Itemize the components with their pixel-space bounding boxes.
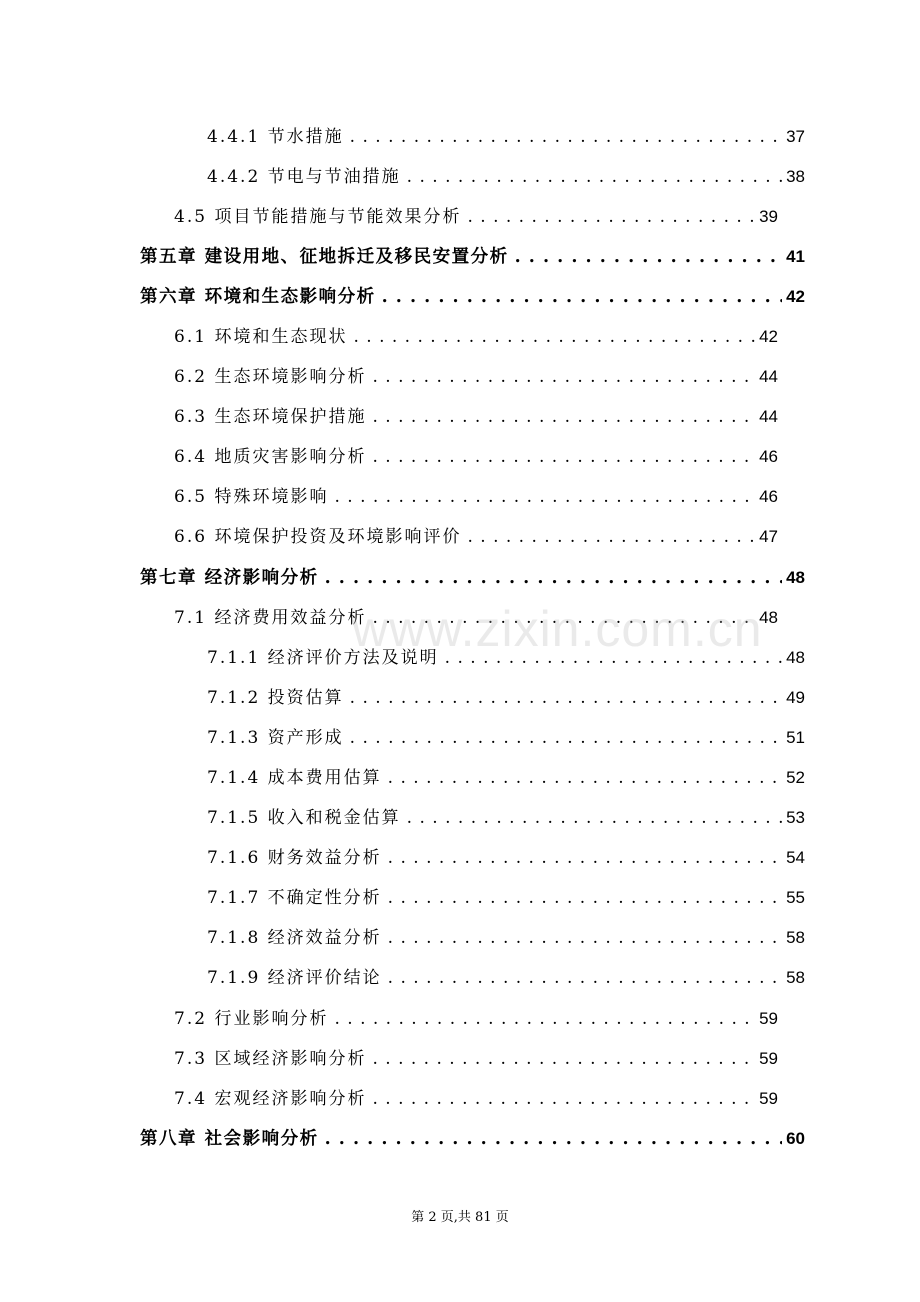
toc-entry-7-1-7[interactable]	[207, 883, 805, 913]
toc-entry-4-4-1[interactable]	[207, 122, 805, 152]
toc-entry-7-1-2[interactable]	[207, 683, 805, 713]
toc-entry-label: 7.1.2 投资估算	[207, 688, 344, 708]
toc-entry-page: 48	[786, 648, 805, 667]
toc-entry-page: 60	[786, 1129, 805, 1148]
toc-dot-leader	[388, 923, 782, 953]
toc-dot-leader	[407, 162, 782, 192]
toc-entry-label: 6.5 特殊环境影响	[174, 487, 329, 507]
toc-entry-6-1[interactable]	[174, 322, 778, 352]
toc-dot-leader	[350, 723, 782, 753]
watermark: www.zixin.com.cn	[352, 601, 763, 657]
toc-chapter-6[interactable]	[140, 282, 805, 312]
toc-dot-leader	[388, 843, 782, 873]
toc-dot-leader	[334, 1004, 755, 1034]
toc-entry-label: 6.4 地质灾害影响分析	[174, 447, 367, 467]
toc-entry-7-1-8[interactable]	[207, 923, 805, 953]
toc-entry-7-1-3[interactable]	[207, 723, 805, 753]
toc-dot-leader	[382, 282, 782, 312]
toc-entry-page: 44	[759, 367, 778, 386]
toc-entry-label: 7.1.4 成本费用估算	[207, 768, 382, 788]
toc-entry-page: 48	[786, 568, 805, 587]
toc-dot-leader	[372, 362, 755, 392]
toc-entry-4-4-2[interactable]	[207, 162, 805, 192]
toc-entry-label: 4.4.1 节水措施	[207, 127, 344, 147]
toc-entry-page: 53	[786, 808, 805, 827]
toc-dot-leader	[325, 563, 782, 593]
toc-dot-leader	[372, 1044, 755, 1074]
toc-entry-6-6[interactable]	[174, 522, 778, 552]
toc-entry-page: 59	[759, 1009, 778, 1028]
toc-entry-6-2[interactable]	[174, 362, 778, 392]
toc-entry-page: 42	[786, 287, 805, 306]
toc-entry-7-1-6[interactable]	[207, 843, 805, 873]
toc-dot-leader	[334, 482, 755, 512]
toc-entry-label: 第六章 环境和生态影响分析	[140, 287, 376, 307]
toc-entry-page: 48	[759, 608, 778, 627]
toc-entry-label: 7.1.6 财务效益分析	[207, 848, 382, 868]
toc-entry-7-3[interactable]	[174, 1044, 778, 1074]
toc-dot-leader	[445, 643, 782, 673]
toc-entry-page: 47	[759, 527, 778, 546]
toc-entry-label: 6.2 生态环境影响分析	[174, 367, 367, 387]
toc-entry-6-4[interactable]	[174, 442, 778, 472]
toc-entry-label: 7.1 经济费用效益分析	[174, 608, 367, 628]
toc-entry-label: 7.1.8 经济效益分析	[207, 928, 382, 948]
toc-dot-leader	[325, 1124, 782, 1154]
toc-entry-page: 54	[786, 848, 805, 867]
toc-entry-page: 39	[759, 207, 778, 226]
toc-dot-leader	[353, 322, 755, 352]
toc-entry-label: 6.6 环境保护投资及环境影响评价	[174, 527, 462, 547]
toc-entry-label: 7.1.3 资产形成	[207, 728, 344, 748]
toc-entry-label: 第五章 建设用地、征地拆迁及移民安置分析	[140, 247, 509, 267]
toc-entry-page: 46	[759, 487, 778, 506]
toc-entry-page: 51	[786, 728, 805, 747]
toc-entry-label: 7.1.1 经济评价方法及说明	[207, 648, 439, 668]
toc-entry-label: 第七章 经济影响分析	[140, 568, 319, 588]
toc-entry-7-4[interactable]	[174, 1084, 778, 1114]
toc-chapter-5[interactable]	[140, 242, 805, 272]
toc-entry-label: 7.1.7 不确定性分析	[207, 888, 382, 908]
toc-entry-7-2[interactable]	[174, 1004, 778, 1034]
toc-entry-page: 49	[786, 688, 805, 707]
toc-dot-leader	[372, 402, 755, 432]
toc-dot-leader	[350, 122, 782, 152]
toc-entry-label: 7.1.5 收入和税金估算	[207, 808, 401, 828]
toc-dot-leader	[372, 442, 755, 472]
toc-entry-label: 7.1.9 经济评价结论	[207, 968, 382, 988]
toc-chapter-7[interactable]	[140, 563, 805, 593]
toc-entry-page: 46	[759, 447, 778, 466]
toc-entry-label: 7.2 行业影响分析	[174, 1009, 329, 1029]
toc-entry-label: 7.4 宏观经济影响分析	[174, 1089, 367, 1109]
toc-entry-page: 38	[786, 167, 805, 186]
toc-entry-4-5[interactable]	[174, 202, 778, 232]
toc-dot-leader	[467, 202, 755, 232]
toc-entry-6-5[interactable]	[174, 482, 778, 512]
toc-entry-label: 第八章 社会影响分析	[140, 1129, 319, 1149]
toc-entry-7-1[interactable]	[174, 603, 778, 633]
toc-entry-label: 6.1 环境和生态现状	[174, 327, 348, 347]
toc-entry-7-1-5[interactable]	[207, 803, 805, 833]
toc-entry-page: 37	[786, 127, 805, 146]
toc-entry-6-3[interactable]	[174, 402, 778, 432]
toc-entry-7-1-1[interactable]	[207, 643, 805, 673]
toc-entry-label: 6.3 生态环境保护措施	[174, 407, 367, 427]
toc-dot-leader	[407, 803, 782, 833]
toc-entry-page: 59	[759, 1049, 778, 1068]
toc-entry-page: 44	[759, 407, 778, 426]
toc-entry-page: 58	[786, 928, 805, 947]
toc-dot-leader	[372, 1084, 755, 1114]
toc-entry-page: 52	[786, 768, 805, 787]
toc-entry-page: 42	[759, 327, 778, 346]
toc-entry-page: 58	[786, 968, 805, 987]
toc-entry-7-1-4[interactable]	[207, 763, 805, 793]
toc-entry-label: 4.5 项目节能措施与节能效果分析	[174, 207, 462, 227]
toc-entry-page: 41	[786, 247, 805, 266]
toc-dot-leader	[467, 522, 755, 552]
page-footer: 第 2 页,共 81 页	[411, 1210, 509, 1225]
toc-dot-leader	[372, 603, 755, 633]
toc-dot-leader	[388, 883, 782, 913]
toc-dot-leader	[388, 963, 782, 993]
toc-dot-leader	[515, 242, 782, 272]
toc-entry-page: 59	[759, 1089, 778, 1108]
toc-dot-leader	[388, 763, 782, 793]
toc-entry-page: 55	[786, 888, 805, 907]
toc-dot-leader	[350, 683, 782, 713]
toc-entry-label: 7.3 区域经济影响分析	[174, 1049, 367, 1069]
toc-entry-label: 4.4.2 节电与节油措施	[207, 167, 401, 187]
toc-entry-7-1-9[interactable]	[207, 963, 805, 993]
toc-chapter-8[interactable]	[140, 1124, 805, 1154]
